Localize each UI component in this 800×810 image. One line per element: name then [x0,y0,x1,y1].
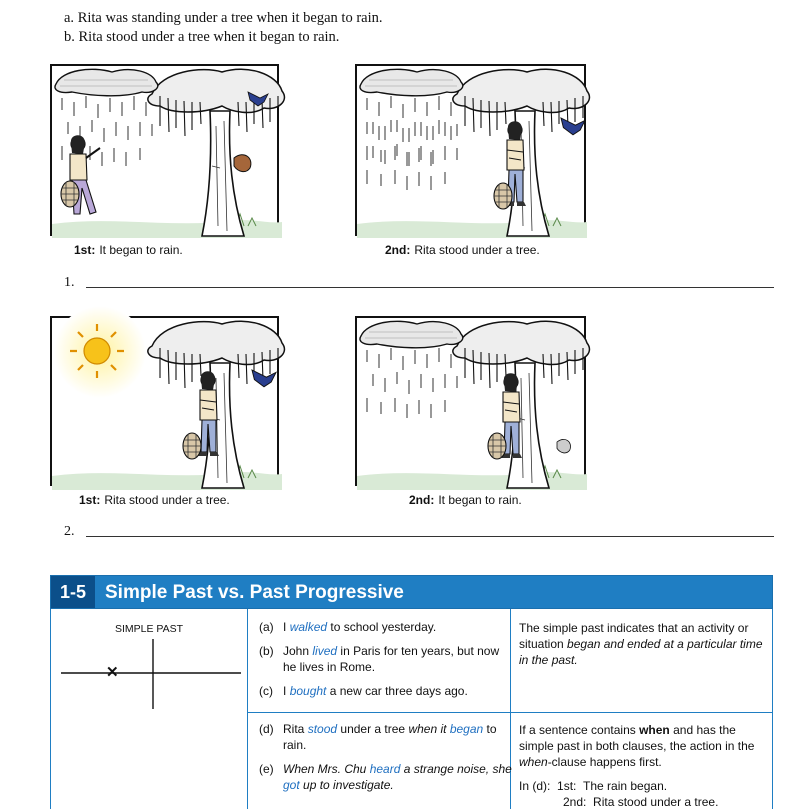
order-label: 2nd: [409,493,435,507]
example-text: I walked to school yesterday. [283,620,437,634]
verb-highlight: walked [289,620,328,634]
explanation-when-clause: If a sentence contains when and has the simple past in both clauses, the action in the when-clause happens first. [519,723,755,769]
caption-text: Rita stood under a tree. [414,243,540,257]
bird-illustration [561,118,585,135]
caption-picture-4 [409,493,522,507]
chart-header [50,575,773,609]
example-label: (d) [259,722,274,736]
order-label: 2nd: [385,243,411,257]
answer-number-1: 1. [64,275,75,290]
verb-highlight: bought [289,684,327,698]
timeline-label: SIMPLE PAST [115,623,184,635]
order-label: 1st: [74,243,96,257]
column-divider [247,609,248,809]
example-sentences [64,9,383,47]
timeline-diagram [51,637,247,737]
bird-illustration [252,370,276,387]
example-text: I bought a new car three days ago. [283,684,468,698]
sentence-b-label: b. [64,29,75,45]
picture-it-began-to-rain-second [355,316,586,486]
illustration-rain-then-stood-2 [357,66,584,234]
answer-number-2: 2. [64,524,75,539]
picture-rita-stood-first [50,316,279,486]
sentence-a-label: a. [64,10,75,26]
picture-it-began-to-rain-first [50,64,279,236]
example-text: Rita stood under a tree when it began to rain. [283,722,497,752]
grass-illustration [357,214,587,238]
illustration-rain-then-stood [52,66,277,234]
grass-illustration [357,466,587,490]
verb-highlight: heard [369,762,401,776]
verb-highlight: stood [307,722,338,736]
sentence-a [64,9,383,28]
caption-picture-1 [74,243,183,257]
bag-illustration [494,183,512,209]
caption-picture-3 [79,493,230,507]
sequence-note: In (d): 1st: The rain began. 2nd: Rita stood under a tree. [519,779,719,809]
caption-text: Rita stood under a tree. [104,493,230,507]
bag-illustration [183,433,201,459]
rain-cloud-illustration [55,69,158,95]
illustration-stood-then-rain [52,318,277,484]
rain-illustration [367,96,457,166]
sentence-b-text: Rita stood under a tree when it began to rain. [78,29,340,45]
grammar-chart [50,609,773,809]
example-text: John lived in Paris for ten years, but now he lives in Rome. [283,644,500,674]
caption-text: It began to rain. [438,493,522,507]
grass-illustration [52,214,282,238]
example-label: (e) [259,762,274,776]
grass-illustration [52,466,282,490]
chart-number: 1-5 [51,576,95,608]
bag-illustration [488,433,506,459]
squirrel-illustration [557,439,571,453]
rain-cloud-illustration [360,69,463,95]
verb-highlight: began [449,722,484,736]
tree-illustration [148,69,285,236]
illustration-stood-then-rain-2 [357,318,584,484]
chart-title: Simple Past vs. Past Progressive [105,582,404,603]
example-label: (a) [259,620,274,634]
caption-picture-2 [385,243,540,257]
squirrel-illustration [234,155,251,172]
picture-rita-stood-second [355,64,586,236]
order-label: 1st: [79,493,101,507]
caption-text: It began to rain. [99,243,183,257]
example-label: (c) [259,684,273,698]
rain-illustration [367,348,457,418]
rain-cloud-illustration [360,321,463,347]
verb-highlight: lived [312,644,338,658]
example-label: (b) [259,644,274,658]
verb-highlight: got [283,777,300,792]
answer-line-1[interactable] [86,287,774,288]
explanation-simple-past: The simple past indicates that an activity or situation began and ended at a particular time in the past. [519,621,763,667]
answer-line-2[interactable] [86,536,774,537]
sentence-a-text: Rita was standing under a tree when it began to rain. [77,10,383,26]
tree-illustration [453,321,590,488]
timeline-mark: ✕ [106,664,119,681]
example-text: When Mrs. Chu heard a strange noise, she got up to investigate. [283,762,512,792]
bag-illustration [61,181,79,207]
row-divider [247,712,772,713]
sentence-b [64,28,383,47]
